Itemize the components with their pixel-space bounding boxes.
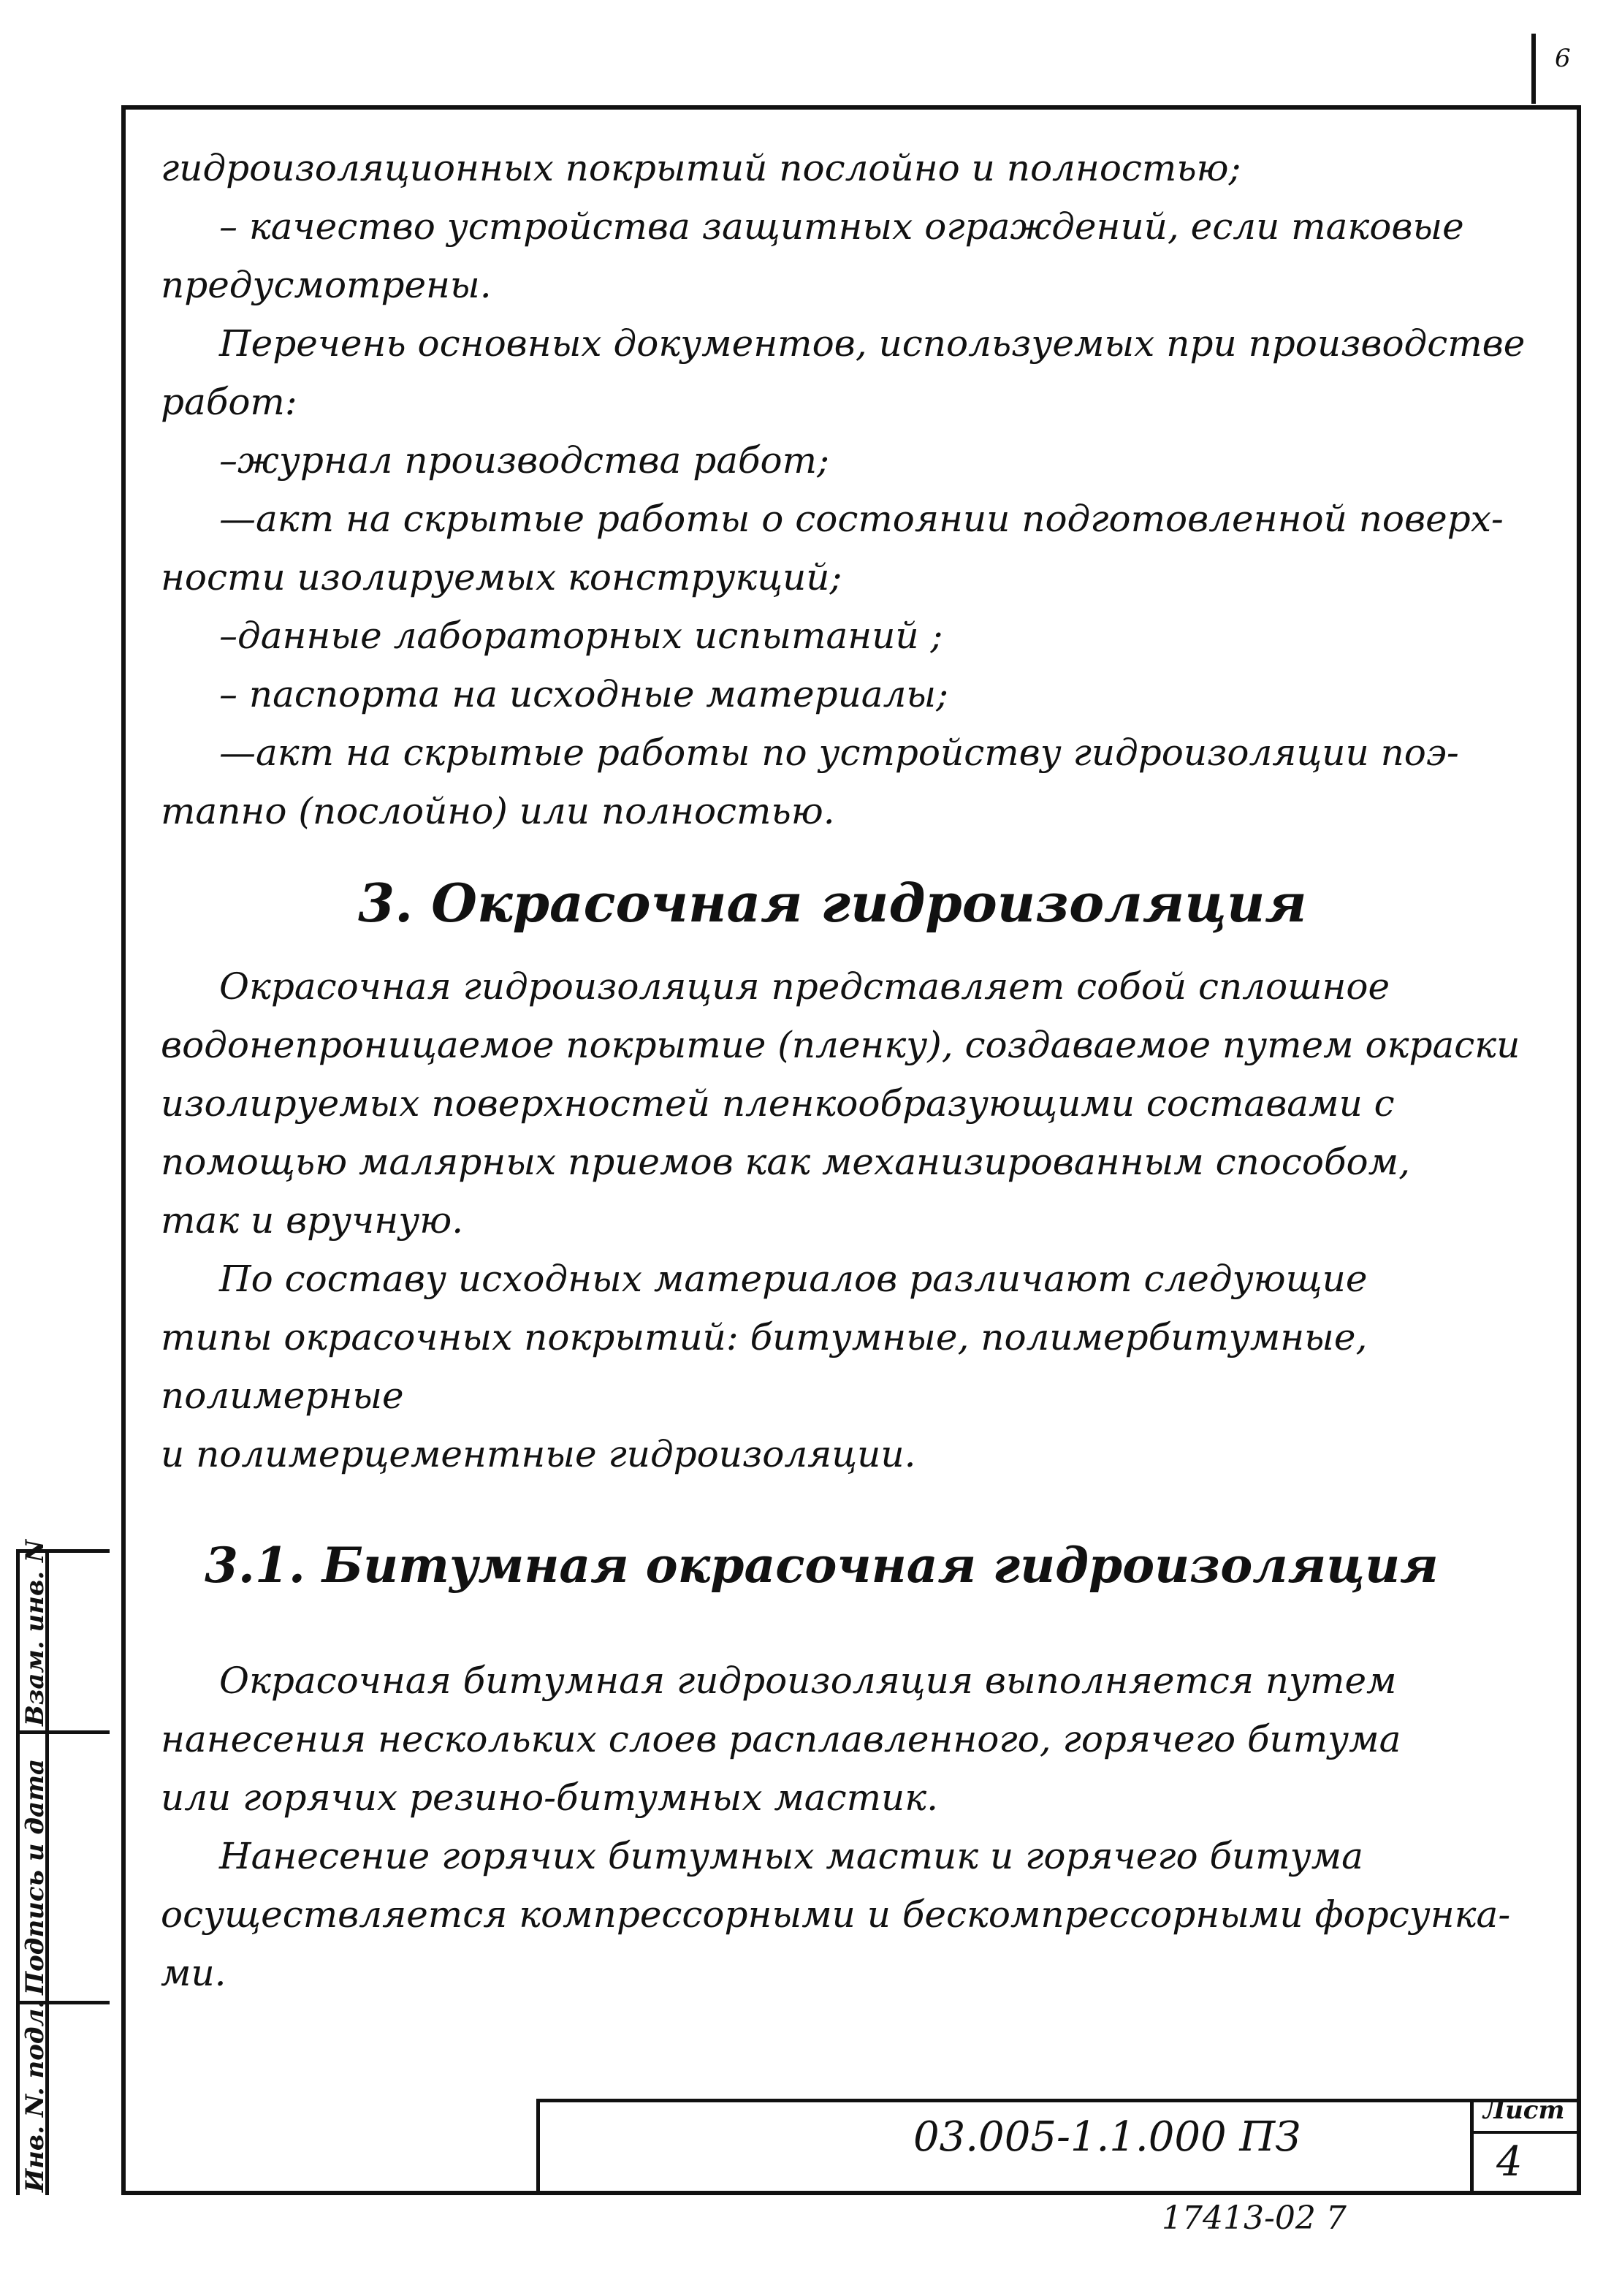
text-line: и полимерцементные гидроизоляции. bbox=[161, 1433, 916, 1475]
text-line: или горячих резино-битумных мастик. bbox=[161, 1776, 938, 1819]
text-line: предусмотрены. bbox=[161, 264, 492, 306]
text-line: По составу исходных материалов различают следующие bbox=[219, 1258, 1368, 1300]
document-code: 03.005-1.1.000 ПЗ bbox=[913, 2113, 1301, 2161]
text-line: тапно (послойно) или полностью. bbox=[161, 790, 835, 832]
text-line: изолируемых поверхностей пленкообразующими составами с bbox=[161, 1082, 1395, 1125]
text-line: – качество устройства защитных ограждений, если таковые bbox=[219, 205, 1464, 248]
text-line: нанесения нескольких слоев расплавленного, горячего битума bbox=[161, 1718, 1401, 1760]
title-block-border bbox=[538, 2099, 1581, 2102]
side-strip-row-line bbox=[19, 1730, 110, 1734]
side-strip-border bbox=[16, 1549, 20, 2195]
side-label-replacement: Взам. инв. N bbox=[20, 1539, 50, 1726]
section-heading-3: 3. Окрасочная гидроизоляция bbox=[358, 872, 1307, 934]
text-line: типы окрасочных покрытий: битумные, полимербитумные, полимерные bbox=[161, 1316, 1368, 1417]
text-line: —акт на скрытые работы о состоянии подготовленной поверх- bbox=[219, 498, 1504, 540]
text-line: Окрасочная битумная гидроизоляция выполняется путем bbox=[219, 1660, 1397, 1702]
text-line: –данные лабораторных испытаний ; bbox=[219, 615, 943, 657]
text-line: —акт на скрытые работы по устройству гидроизоляции поэ- bbox=[219, 731, 1459, 774]
text-line: ности изолируемых конструкций; bbox=[161, 556, 842, 598]
text-line: гидроизоляционных покрытий послойно и полностью; bbox=[161, 147, 1241, 189]
text-line: –журнал производства работ; bbox=[219, 439, 829, 482]
corner-number: 6 bbox=[1555, 44, 1571, 73]
title-block-separator bbox=[1470, 2131, 1581, 2134]
text-line: Нанесение горячих битумных мастик и горячего битума bbox=[219, 1835, 1363, 1877]
document-body bbox=[161, 139, 1534, 2002]
side-label-inventory: Инв. N. подл. bbox=[20, 1999, 50, 2192]
sheet-number: 4 bbox=[1496, 2138, 1523, 2186]
text-line: Окрасочная гидроизоляция представляет собой сплошное bbox=[219, 965, 1390, 1008]
sheet-label: Лист bbox=[1483, 2096, 1565, 2125]
side-label-signature: Подпись и дата bbox=[20, 1758, 50, 1995]
text-line: помощью малярных приемов как механизированным способом, bbox=[161, 1141, 1410, 1183]
text-line: осуществляется компрессорными и бескомпрессорными форсунка- bbox=[161, 1893, 1511, 1936]
text-line: водонепроницаемое покрытие (пленку), создаваемое путем окраски bbox=[161, 1024, 1520, 1066]
corner-mark bbox=[1531, 34, 1536, 104]
text-line: ми. bbox=[161, 1952, 226, 1994]
text-line: так и вручную. bbox=[161, 1199, 464, 1242]
title-block-border bbox=[536, 2099, 540, 2195]
title-block-separator bbox=[1470, 2099, 1474, 2195]
text-line: Перечень основных документов, используемых при производстве bbox=[219, 322, 1526, 365]
bottom-note: 17413-02 7 bbox=[1162, 2200, 1347, 2237]
text-line: работ: bbox=[161, 381, 297, 423]
text-line: – паспорта на исходные материалы; bbox=[219, 673, 948, 715]
section-heading-3-1: 3.1. Битумная окрасочная гидроизоляция bbox=[205, 1537, 1439, 1594]
